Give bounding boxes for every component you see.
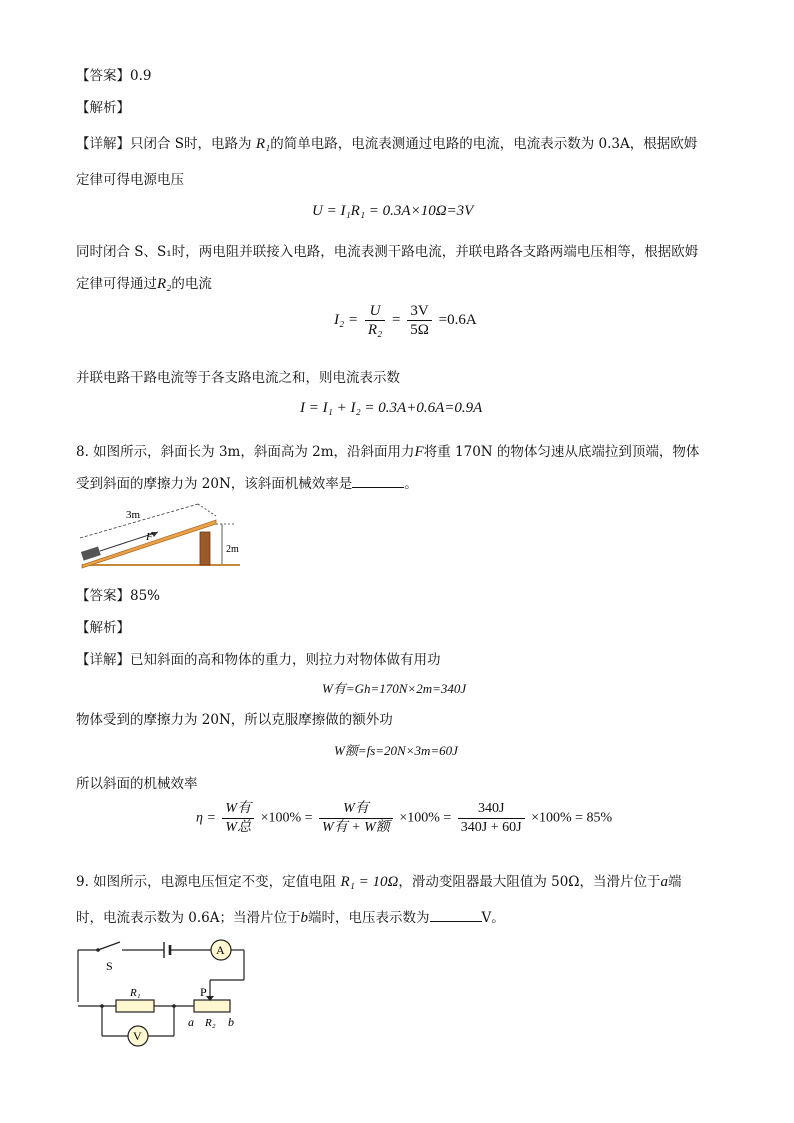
q8-detail-line2: 物体受到的摩擦力为 20N，所以克服摩擦做的额外功 — [76, 712, 393, 728]
fraction: $\frac{3V}{5\Omega}$ — [407, 302, 432, 339]
fraction: $\frac{U}{\text{R₂}}$ — [365, 302, 385, 339]
rheostat-r2 — [194, 1000, 230, 1012]
answer-tag: 【答案】 — [76, 68, 130, 84]
support-post — [200, 532, 210, 565]
label-end-b: b — [228, 1015, 234, 1029]
q9-stem-line2: 时，电流表示数为 0.6A；当滑片位于b端时，电压表示数为 V。 — [76, 910, 505, 926]
detail-tag: 【详解】 — [76, 652, 130, 668]
q7-answer-line — [76, 64, 151, 84]
q8-eq1: W有=Gh=170N×2m=340J — [322, 681, 467, 696]
incline-plank — [82, 520, 216, 568]
fraction: $\frac{\text{W有}}{\text{W总}}$ — [222, 800, 254, 837]
q7-detail-line1: 【详解】只闭合 S时，电路为 R₁的简单电路，电流表测通过电路的电流，电流表示数为 0.3A，根据欧姆 — [76, 136, 698, 152]
q8-eq2: W额=fs=20N×3m=60J — [334, 743, 458, 758]
label-r1: R₁ — [130, 987, 141, 999]
object-block — [81, 546, 101, 560]
q7-eq2: I₂ = $\frac{U}{\text{R₂}}$ = $\frac{3V}{5\Omega}$ =0.6A — [334, 303, 477, 338]
detail-tag: 【详解】 — [76, 136, 130, 152]
circuit-figure — [70, 936, 260, 1054]
label-v: V — [133, 1029, 142, 1043]
q7-detail-line4: 定律可得通过R₂的电流 — [76, 276, 212, 292]
answer-value: 85% — [130, 588, 161, 604]
analysis-tag: 【解析】 — [76, 100, 130, 116]
q7-detail-line5: 并联电路干路电流等于各支路电流之和，则电流表示数 — [76, 370, 400, 386]
q8-stem-line1: 8. 如图所示，斜面长为 3m，斜面高为 2m，沿斜面用力F将重 170N 的物体匀速从底端拉到顶端，物体 — [76, 444, 700, 460]
q7-detail-line3: 同时闭合 S、S₁时，两电阻并联接入电路，电流表测干路电流，并联电路各支路两端电压相等，根据欧姆 — [76, 244, 699, 260]
answer-blank — [430, 909, 482, 922]
q8-eq3: η = $\frac{\text{W有}}{\text{W总}}$ ×100% = $\frac{\text{W有}}{\text{W有 + W额}}$ ×100% = $\frac{340J}{340J + 60J}$ ×100% = 85% — [196, 801, 613, 835]
label-end-a: a — [188, 1015, 194, 1029]
q8-detail-line3: 所以斜面的机械效率 — [76, 776, 198, 792]
q8-stem-line2: 受到斜面的摩擦力为 20N，该斜面机械效率是 。 — [76, 476, 418, 492]
answer-blank — [352, 475, 404, 488]
switch-lever — [98, 942, 120, 950]
junction — [172, 1004, 176, 1008]
resistor-r1 — [116, 1000, 154, 1012]
length-dim-tick — [198, 504, 216, 516]
symbol-r1: R₁ — [255, 136, 271, 152]
junction — [100, 1004, 104, 1008]
label-r2: R₂ — [205, 1017, 216, 1029]
label-a: A — [216, 943, 225, 957]
label-2m: 2m — [226, 544, 239, 555]
answer-tag: 【答案】 — [76, 588, 130, 604]
q7-detail-line2: 定律可得电源电压 — [76, 172, 184, 188]
analysis-tag: 【解析】 — [76, 620, 130, 636]
label-s: S — [106, 959, 113, 973]
symbol-r2: R₂ — [157, 276, 172, 292]
fraction: $\frac{\text{W有}}{\text{W有 + W额}}$ — [319, 800, 393, 837]
q9-stem-line1: 9. 如图所示，电源电压恒定不变，定值电阻 R₁ = 10Ω，滑动变阻器最大阻值为 50Ω，当滑片位于a端 — [76, 874, 682, 890]
incline-figure — [76, 502, 246, 572]
q7-eq1: U = I₁R₁ = 0.3A×10Ω=3V — [312, 203, 474, 219]
label-p: P — [200, 985, 207, 999]
answer-value: 0.9 — [130, 68, 152, 84]
symbol-f: F — [414, 444, 424, 460]
r1-value: R₁ = 10Ω — [340, 874, 399, 890]
label-f: F — [146, 531, 153, 543]
q8-answer-line — [76, 584, 160, 604]
switch-pivot — [96, 948, 100, 952]
q8-detail-line1: 【详解】已知斜面的高和物体的重力，则拉力对物体做有用功 — [76, 652, 441, 668]
label-3m: 3m — [126, 509, 141, 521]
fraction: $\frac{340J}{340J + 60J}$ — [458, 800, 525, 837]
q7-eq3: I = I₁ + I₂ = 0.3A+0.6A=0.9A — [300, 400, 483, 416]
